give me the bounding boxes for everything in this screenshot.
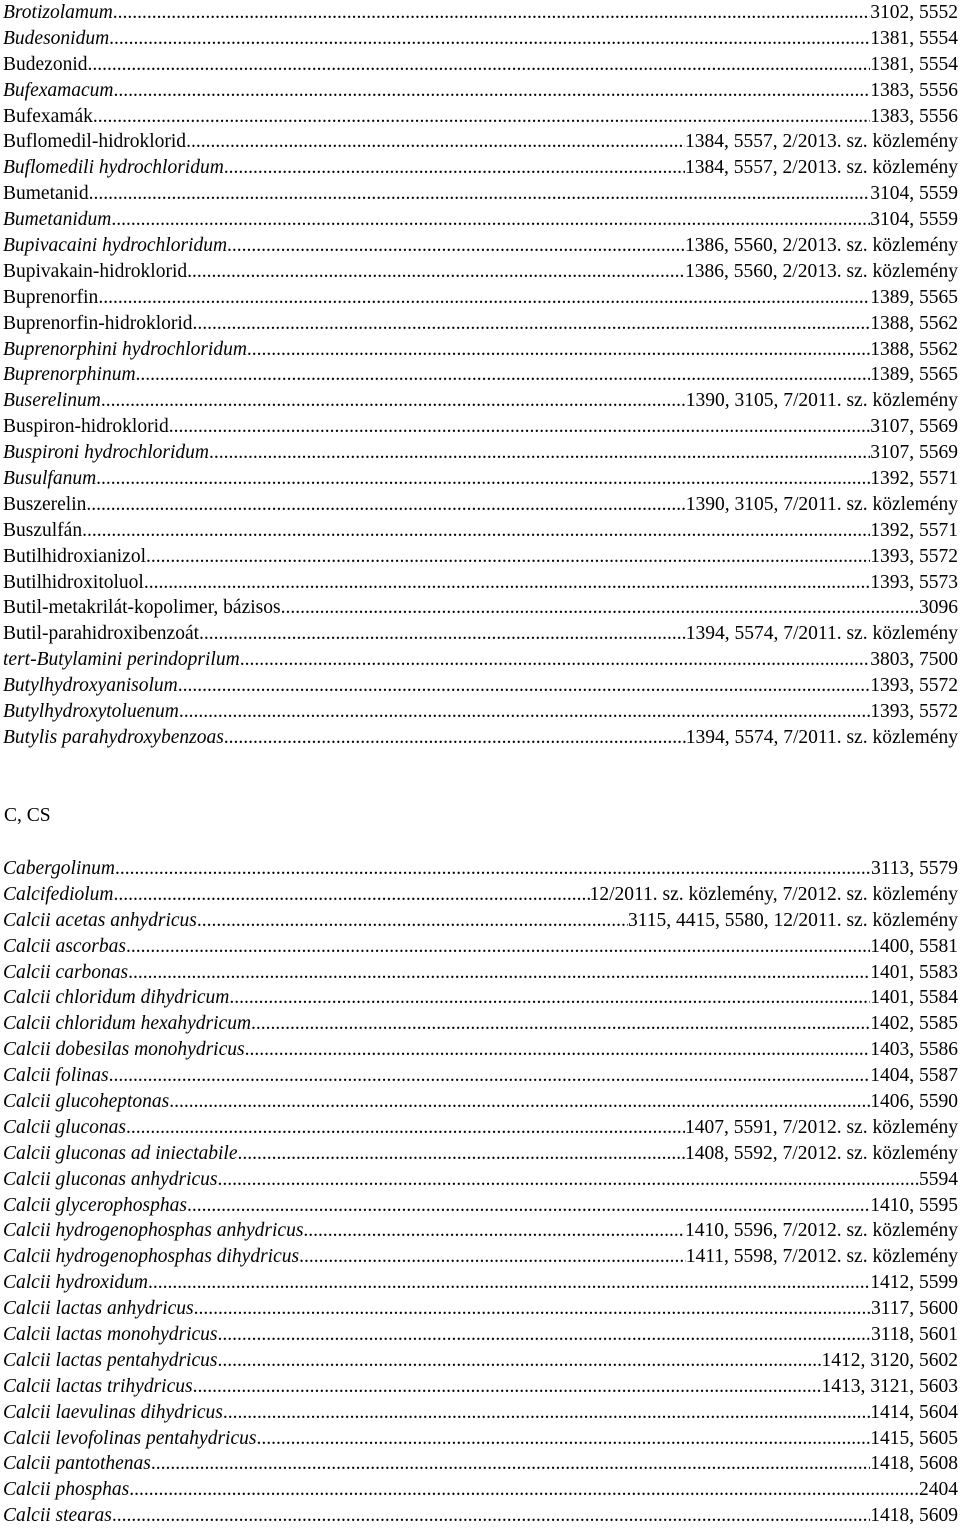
index-entry [0,1011,958,1037]
dot-leader [187,1193,870,1219]
index-term: Busulfanum [3,468,97,490]
index-entry [0,1426,958,1452]
dot-leader [113,0,870,26]
dot-leader [251,1011,870,1037]
dot-leader [187,259,685,285]
page-reference: 1407, 5591, 7/2012. sz. közlemény [685,1116,958,1138]
index-entry [0,78,958,104]
index-term: Calcii dobesilas monohydricus [3,1039,245,1061]
index-entry [0,882,958,908]
page-reference: 1408, 5592, 7/2012. sz. közlemény [685,1142,958,1164]
index-term: Buspironi hydrochloridum [3,442,210,464]
page-reference: 1381, 5554 [870,53,958,75]
dot-leader [224,725,686,751]
page-reference: 1381, 5554 [870,27,958,49]
page-reference: 3107, 5569 [870,442,958,464]
page-reference: 1389, 5565 [870,286,958,308]
index-term: Calcii hydroxidum [3,1272,148,1294]
index-term: Butil-metakrilát-kopolimer, bázisos [3,597,281,619]
page-reference: 1389, 5565 [870,364,958,386]
index-term: Butylis parahydroxybenzoas [3,726,224,748]
index-term: Calcii chloridum hexahydricum [3,1013,252,1035]
page-reference: 3096 [919,597,958,619]
index-term: Budezonid [3,53,88,75]
index-entry [0,595,958,621]
dot-leader [86,492,685,518]
dot-leader [109,1063,871,1089]
page-reference: 1412, 5599 [870,1272,958,1294]
dot-leader [238,1141,686,1167]
index-term: Calcii ascorbas [3,935,126,957]
page-reference: 1401, 5584 [870,987,958,1009]
page-reference: 1393, 5572 [870,701,958,723]
index-term: Calcii lactas trihydricus [3,1375,193,1397]
index-entry [0,337,958,363]
page-reference: 3104, 5559 [870,183,958,205]
page-reference: 1386, 5560, 2/2013. sz. közlemény [685,260,958,282]
index-entry [0,647,958,673]
dot-leader [179,699,870,725]
index-term: Calcii gluconas [3,1116,126,1138]
index-entry [0,621,958,647]
index-term: Calcii chloridum dihydricum [3,987,230,1009]
index-term: Buprenorfin [3,286,99,308]
dot-leader [223,1400,870,1426]
index-term: Calcii acetas anhydricus [3,909,197,931]
dot-leader [247,337,870,363]
index-term: Bufexamák [3,105,93,127]
index-term: Calcii levofolinas pentahydricus [3,1427,257,1449]
index-entry [0,1374,958,1400]
index-term: Butil-parahidroxibenzoát [3,623,200,645]
index-entry [0,544,958,570]
page-reference: 3102, 5552 [870,2,958,23]
index-entry [0,908,958,934]
index-entry [0,311,958,337]
dot-leader [144,570,870,596]
page-reference: 1393, 5572 [870,675,958,697]
dot-leader [245,1037,871,1063]
dot-leader [193,311,871,337]
index-entry [0,1037,958,1063]
index-term: Cabergolinum [3,858,115,879]
dot-leader [148,1270,870,1296]
dot-leader [111,207,870,233]
page-reference: 1401, 5583 [870,961,958,983]
index-entry [0,856,958,882]
dot-leader [281,595,919,621]
index-term: Buflomedil-hidroklorid [3,131,187,153]
index-term: Calcii lactas pentahydricus [3,1349,218,1371]
index-entry [0,1503,958,1529]
page-reference: 3803, 7500 [870,649,958,671]
index-entry [0,1322,958,1348]
index-term: Butylhydroxyanisolum [3,675,178,697]
page-reference: 1402, 5585 [870,1013,958,1035]
index-term: Calcii lactas monohydricus [3,1324,218,1346]
index-term: Calcii lactas anhydricus [3,1298,194,1320]
index-entry [0,285,958,311]
page-reference: 1392, 5571 [870,519,958,541]
page-reference: 3118, 5601 [870,1324,958,1346]
page-reference: 1418, 5609 [870,1505,958,1527]
page-reference: 1400, 5581 [870,935,958,957]
index-term: Calcii pantothenas [3,1453,151,1475]
page-reference: 1394, 5574, 7/2011. sz. közlemény [685,623,958,645]
dot-leader [146,544,870,570]
page-reference: 2404 [919,1479,958,1501]
page-reference: 1412, 3120, 5602 [821,1349,958,1371]
page-reference: 1418, 5608 [870,1453,958,1475]
dot-leader [209,440,870,466]
page-reference: 1388, 5562 [870,338,958,360]
page-reference: 1383, 5556 [870,79,958,101]
dot-leader [227,233,685,259]
index-term: Butylhydroxytoluenum [3,701,179,723]
dot-leader [115,856,871,882]
dot-leader [129,1477,919,1503]
dot-leader [112,1503,870,1529]
index-term: Butilhidroxitoluol [3,571,144,593]
page-reference: 12/2011. sz. közlemény, 7/2012. sz. közlemény [589,883,958,905]
dot-leader [128,960,870,986]
dot-leader [87,518,870,544]
page-reference: 3107, 5569 [870,416,958,438]
index-term: tert-Butylamini perindoprilum [3,649,240,671]
dot-leader [96,466,870,492]
page-reference: 1413, 3121, 5603 [821,1375,958,1397]
page-reference: 5594 [919,1168,958,1190]
page-reference: 3117, 5600 [870,1298,958,1320]
index-entry [0,1089,958,1115]
index-entry [0,1244,958,1270]
dot-leader [178,673,871,699]
index-term: Buprenorphini hydrochloridum [3,338,247,360]
index-entry [0,1296,958,1322]
index-entry [0,0,958,26]
index-entry [0,388,958,414]
index-entry [0,518,958,544]
dot-leader [217,1322,870,1348]
index-term: Buprenorphinum [3,364,136,386]
dot-leader [89,181,871,207]
index-term: Calcii glucoheptonas [3,1091,170,1113]
page-reference: 1386, 5560, 2/2013. sz. közlemény [685,235,958,257]
page-reference: 1383, 5556 [870,105,958,127]
index-entry [0,466,958,492]
dot-leader [126,1115,685,1141]
page-reference: 1384, 5557, 2/2013. sz. közlemény [685,131,958,153]
index-entry [0,1167,958,1193]
index-entry [0,414,958,440]
dot-leader [240,647,871,673]
dot-leader [217,1348,821,1374]
index-term: Budesonidum [3,27,110,49]
index-term: Buserelinum [3,390,101,412]
index-term: Calcii stearas [3,1505,112,1527]
index-entry [0,673,958,699]
index-term: Bufexamacum [3,79,114,101]
index-entry [0,570,958,596]
dot-leader [98,285,870,311]
dot-leader [217,1167,919,1193]
index-entry [0,1115,958,1141]
page-reference: 1415, 5605 [870,1427,958,1449]
index-entry [0,52,958,78]
index-term: Buszerelin [3,493,87,515]
index-section-b [0,0,958,751]
page-reference: 1384, 5557, 2/2013. sz. közlemény [685,157,958,179]
dot-leader [169,1089,870,1115]
index-entry [0,1193,958,1219]
dot-leader [197,908,628,934]
page-reference: 3113, 5579 [870,858,958,879]
index-term: Bumetanid [3,183,89,205]
page-reference: 1392, 5571 [870,468,958,490]
index-entry [0,104,958,130]
dot-leader [136,362,871,388]
index-entry [0,1477,958,1503]
dot-leader [93,104,870,130]
index-section-c [0,856,958,1529]
index-term: Calcii gluconas ad iniectabile [3,1142,238,1164]
page-reference: 1404, 5587 [870,1065,958,1087]
index-term: Calcii phosphas [3,1479,130,1501]
page-reference: 1390, 3105, 7/2011. sz. közlemény [685,493,958,515]
index-entry [0,181,958,207]
dot-leader [169,414,871,440]
index-term: Calcii folinas [3,1065,109,1087]
index-term: Calcii carbonas [3,961,129,983]
dot-leader [109,26,870,52]
index-term: Bupivacaini hydrochloridum [3,235,228,257]
section-heading-c-cs: C, CS [4,805,51,826]
dot-leader [101,388,686,414]
dot-leader [113,78,870,104]
dot-leader [224,155,685,181]
index-entry [0,207,958,233]
index-term: Buprenorfin-hidroklorid [3,312,193,334]
index-term: Calcii hydrogenophosphas anhydricus [3,1220,304,1242]
index-term: Calcii glycerophosphas [3,1194,187,1216]
index-entry [0,1451,958,1477]
dot-leader [229,985,870,1011]
index-entry [0,492,958,518]
page-reference: 1393, 5573 [870,571,958,593]
dot-leader [194,1296,871,1322]
page-reference: 1388, 5562 [870,312,958,334]
index-term: Buspiron-hidroklorid [3,416,169,438]
page-reference: 1403, 5586 [870,1039,958,1061]
index-entry [0,960,958,986]
index-entry [0,362,958,388]
index-term: Buszulfán. [3,519,87,541]
index-term: Calcii gluconas anhydricus [3,1168,218,1190]
index-term: Brotizolamum [3,2,113,23]
page-reference: 1410, 5596, 7/2012. sz. közlemény [685,1220,958,1242]
index-entry [0,725,958,751]
index-entry [0,985,958,1011]
page-reference: 3104, 5559 [870,209,958,231]
dot-leader [151,1451,870,1477]
page-reference: 1394, 5574, 7/2011. sz. közlemény [685,726,958,748]
index-entry [0,26,958,52]
dot-leader [303,1218,685,1244]
page-reference: 1406, 5590 [870,1091,958,1113]
dot-leader [114,882,590,908]
page-reference: 1411, 5598, 7/2012. sz. közlemény [685,1246,958,1268]
index-entry [0,699,958,725]
page-reference: 3115, 4415, 5580, 12/2011. sz. közlemény [627,909,958,931]
index-entry [0,934,958,960]
index-entry [0,259,958,285]
index-entry [0,1063,958,1089]
dot-leader [186,129,685,155]
index-entry [0,155,958,181]
index-entry [0,1348,958,1374]
index-entry [0,233,958,259]
page-reference: 1393, 5572 [870,545,958,567]
index-entry [0,1141,958,1167]
page-reference: 1414, 5604 [870,1401,958,1423]
dot-leader [87,52,870,78]
index-term: Calcii laevulinas dihydricus [3,1401,223,1423]
index-entry [0,1270,958,1296]
index-entry [0,440,958,466]
page-reference: 1390, 3105, 7/2011. sz. közlemény [685,390,958,412]
index-term: Bumetanidum [3,209,112,231]
index-entry [0,1400,958,1426]
dot-leader [193,1374,822,1400]
index-term: Bupivakain-hidroklorid [3,260,188,282]
page-reference: 1410, 5595 [870,1194,958,1216]
index-entry [0,129,958,155]
index-term: Buflomedili hydrochloridum [3,157,224,179]
dot-leader [299,1244,686,1270]
index-term: Butilhidroxianizol [3,545,146,567]
index-entry [0,1218,958,1244]
dot-leader [256,1426,870,1452]
dot-leader [199,621,686,647]
dot-leader [126,934,870,960]
index-term: Calcifediolum [3,883,114,905]
index-term: Calcii hydrogenophosphas dihydricus [3,1246,300,1268]
